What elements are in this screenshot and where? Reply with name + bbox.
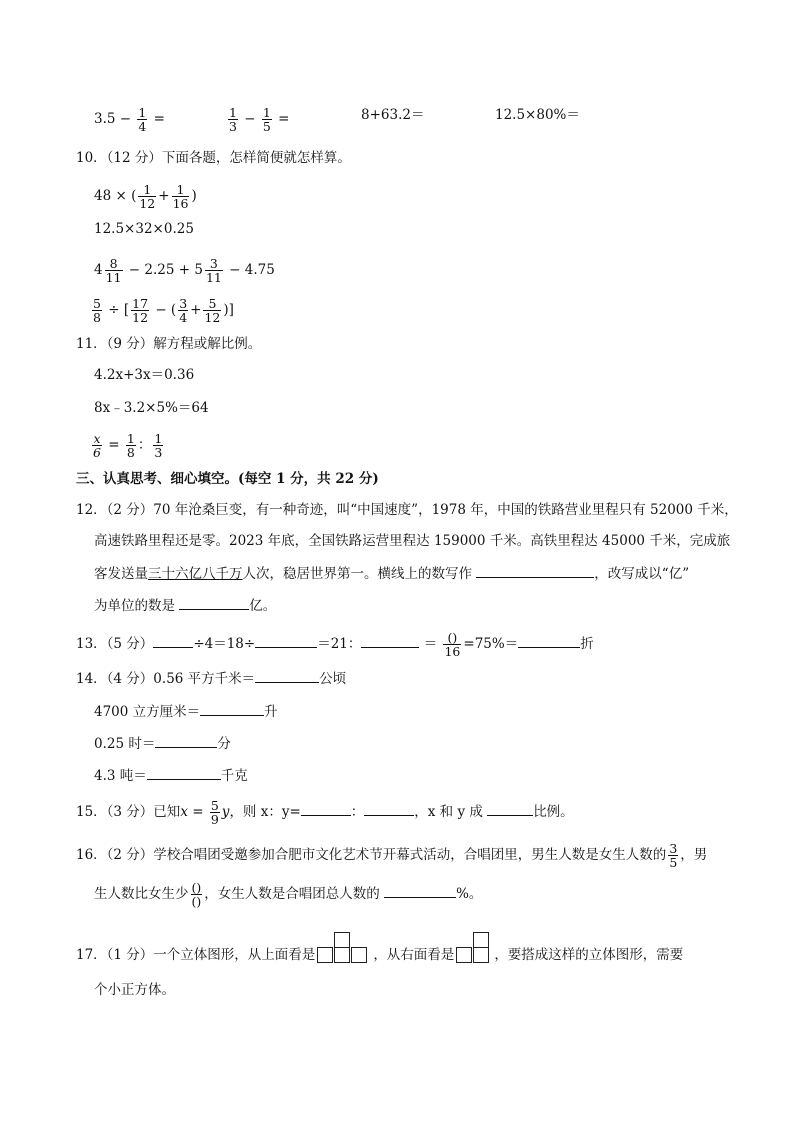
text: 亿。: [249, 598, 277, 614]
text: ÷4＝18÷: [193, 636, 256, 652]
section-3-heading: 三、认真思考、细心填空。(每空 1 分，共 22 分): [76, 471, 379, 487]
answer-blank[interactable]: [200, 701, 264, 716]
fraction: $\frac{1}{4}$: [138, 105, 147, 134]
right-view-figure: [454, 946, 494, 964]
q10-line1: [94, 183, 197, 210]
q16-line2: [94, 881, 482, 908]
text: 4: [94, 262, 103, 278]
right-view-square: [473, 947, 489, 963]
text: 4700 立方厘米＝: [94, 704, 201, 720]
fraction: $\frac{1}{3}$: [154, 431, 163, 460]
q17-line2: 个小正方体。: [94, 982, 175, 998]
fraction: $\frac{3}{5}$: [669, 841, 678, 870]
text: 客发送量: [94, 566, 148, 582]
text: 公顷: [319, 671, 347, 687]
answer-blank[interactable]: [384, 883, 456, 898]
text: %。: [456, 886, 483, 902]
fraction: $\frac{5}{12}$: [204, 296, 221, 325]
text: 4.3 吨＝: [94, 768, 147, 784]
text: 为单位的数是: [94, 598, 180, 614]
text: ＝21：: [317, 636, 362, 652]
text: 千克: [220, 768, 248, 784]
q12-line4: [94, 595, 276, 615]
text: ): [191, 188, 197, 204]
text: )]: [223, 302, 234, 318]
fraction: $\frac{17}{12}$: [132, 296, 149, 325]
text: 生人数比女生少: [94, 886, 189, 902]
text: 16．（2 分）学校合唱团受邀参加合肥市文化艺术节开幕式活动，合唱团里，男生人数是女生人数的: [76, 847, 667, 863]
right-view-square: [473, 932, 489, 948]
text: ，男: [680, 847, 708, 863]
q10-heading: 10．（12 分）下面各题，怎样简便就怎样算。: [76, 150, 351, 166]
text: − 4.75: [229, 262, 275, 278]
q10-line2: 12.5×32×0.25: [94, 221, 194, 237]
top-view-figure: [315, 946, 373, 964]
q14-line4: [94, 765, 248, 785]
fraction: $\frac{1}{8}$: [126, 431, 135, 460]
text: x: [180, 804, 188, 820]
text: =: [278, 111, 290, 127]
fraction: $\frac{1}{5}$: [262, 105, 271, 134]
text: ：: [137, 437, 152, 453]
q11-line3: [90, 432, 165, 459]
text: −: [119, 111, 132, 127]
text: ：: [350, 804, 365, 820]
text: +: [190, 302, 202, 318]
q11-line1: 4.2x+3x＝0.36: [94, 367, 195, 383]
answer-blank[interactable]: [301, 801, 351, 816]
text: 人次，稳居世界第一。横线上的数写作: [242, 566, 477, 582]
q11-line2: 8x﹣3.2×5%＝64: [94, 400, 209, 416]
q14-line3: [94, 733, 231, 753]
answer-blank[interactable]: [487, 801, 533, 816]
row1-expr3: 8+63.2＝: [361, 107, 425, 123]
text: − (: [155, 302, 177, 318]
q14-line2: [94, 701, 278, 721]
text: 分: [217, 736, 231, 752]
fraction: $\frac{3}{4}$: [179, 296, 188, 325]
text: ，女生人数是合唱团总人数的: [204, 886, 385, 902]
text: y: [221, 804, 230, 820]
text: 3.5: [94, 111, 116, 127]
answer-blank[interactable]: [147, 765, 221, 780]
top-view-square: [334, 932, 350, 948]
q17-line1: [76, 946, 683, 964]
text: 0.25 时＝: [94, 736, 156, 752]
fraction: $\frac{3}{11}$: [205, 256, 222, 285]
text: − 2.25 + 5: [128, 262, 203, 278]
fraction: $\frac{()}{16}$: [444, 630, 461, 659]
q15-line: [76, 799, 574, 826]
q12-line1: 12．（2 分）70 年沧桑巨变，有一种奇迹，叫“中国速度”，1978 年，中国的铁路营业里程只有 52000 千米，: [76, 502, 738, 518]
text: =75%＝: [463, 636, 519, 652]
text: 17．（1 分）一个立体图形，从上面看是: [76, 947, 316, 963]
fraction: $\frac{1}{3}$: [229, 105, 237, 134]
q10-line4: [90, 297, 234, 324]
text: 13．（5 分）: [76, 636, 154, 652]
q11-heading: 11．（9 分）解方程或解比例。: [76, 336, 262, 352]
fraction: $\frac{5}{9}$: [210, 798, 219, 827]
q12-line2: 高速铁路里程还是零。2023 年底，全国铁路运营里程达 159000 千米。高铁里程达 45000 千米，完成旅: [94, 533, 731, 549]
text: ，则 x：y=: [229, 804, 301, 820]
text: 升: [264, 704, 278, 720]
text: ，x 和 y 成: [414, 804, 488, 820]
text: 折: [580, 636, 594, 652]
row1-expr1: [94, 106, 165, 133]
top-view-square: [351, 947, 367, 963]
q10-line3: [94, 257, 275, 284]
row1-expr4: 12.5×80%＝: [495, 107, 580, 123]
text: ÷ [: [108, 302, 130, 318]
text: +: [158, 188, 170, 204]
text: ，从右面看是: [373, 947, 455, 963]
answer-blank[interactable]: [361, 633, 419, 648]
text: 14．（4 分）0.56 平方千米＝: [76, 671, 256, 687]
answer-blank[interactable]: [255, 633, 317, 648]
q14-line1: [76, 668, 346, 688]
q13-line: [76, 631, 594, 658]
text: −: [244, 111, 256, 127]
text: =: [192, 804, 204, 820]
text: 48 × (: [94, 188, 137, 204]
row1-expr2: [226, 106, 289, 133]
fraction: $\frac{x}{6}$: [93, 431, 101, 460]
q12-line3: [94, 563, 689, 583]
underlined-number: 三十六亿八千万: [148, 566, 243, 582]
fraction: $\frac{()}{()}$: [191, 880, 202, 909]
fraction: $\frac{1}{12}$: [139, 182, 156, 211]
text: =: [108, 437, 120, 453]
text: ，要搭成这样的立体图形，需要: [494, 947, 684, 963]
fraction: $\frac{1}{16}$: [172, 182, 189, 211]
q16-line1: [76, 842, 707, 869]
right-view-square: [456, 947, 472, 963]
top-view-square: [317, 947, 333, 963]
answer-blank[interactable]: [153, 633, 193, 648]
answer-blank[interactable]: [518, 633, 580, 648]
answer-blank[interactable]: [364, 801, 414, 816]
top-view-square: [334, 947, 350, 963]
answer-blank[interactable]: [155, 733, 217, 748]
text: =: [153, 111, 165, 127]
text: ＝: [423, 636, 438, 652]
fraction: $\frac{8}{11}$: [105, 256, 122, 285]
text: ，改写成以“亿”: [594, 566, 690, 582]
text: 15．（3 分）已知: [76, 804, 181, 820]
text: 比例。: [533, 804, 574, 820]
answer-blank[interactable]: [255, 668, 319, 683]
answer-blank[interactable]: [179, 595, 249, 610]
fraction: $\frac{5}{8}$: [93, 296, 101, 325]
answer-blank[interactable]: [476, 563, 594, 578]
